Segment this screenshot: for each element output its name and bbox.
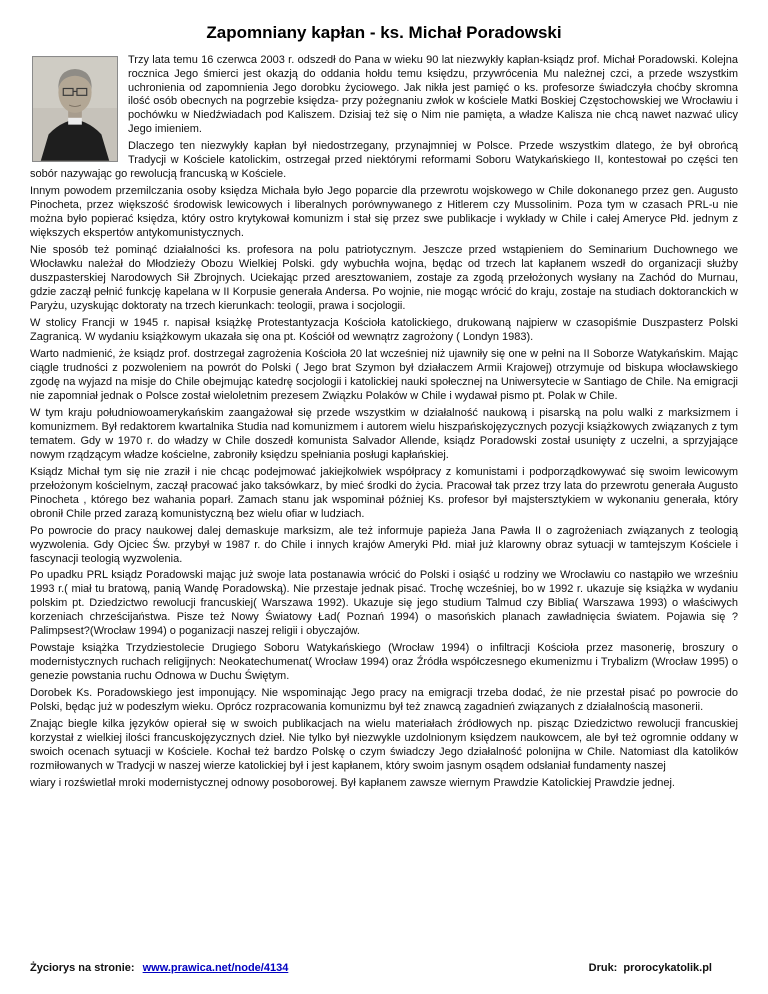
paragraph: W tym kraju południowoamerykańskim zaangażował się przede wszystkim w działalność naukową i pisarską na polu walki z marksizmem i komunizmem. Był redaktorem kwartalnika Studia nad komunizmem i autorem wielu hiszpańskojęzycznych pozycji książkowych związanych z tym tematem. Gdy w 1970 r. do władzy w Chile doszedł komunista Salvador Allende, ksiądz Poradowski został usunięty z uczelni, a sprzyjające nowym rządzącym władze kościelne, zabroniły księdzu spełniania posługi kapłańskiej. <box>30 406 738 461</box>
article-body <box>30 54 738 956</box>
paragraph: Innym powodem przemilczania osoby księdza Michała było Jego poparcie dla przewrotu wojskowego w Chile dokonanego przez gen. Augusto Pinocheta, przez większość środowisk lewicowych i liberalnych porównywanego z Hitlerem czy Mussolinim. Poza tym w czasach PRL-u nie można było popierać księdza, który ostro krytykował komunizm i stał się przez swe publikacje i wykłady w Chile i całej Ameryce Płd. jednym z większych ekspertów antykomunistycznych. <box>30 185 738 240</box>
bio-label: Życiorys na stronie: <box>30 962 135 975</box>
priest-portrait-photo <box>32 56 118 162</box>
paragraph: Trzy lata temu 16 czerwca 2003 r. odszedł do Pana w wieku 90 lat niezwykły kapłan-ksiądz prof. Michał Poradowski. Kolejna rocznica Jego śmierci jest okazją do oddania hołdu temu księdzu, przywrócenia Mu należnej czci, a przede wszystkim uchronienia od zapomnienia Jego dorobku życiowego. Jak nikła jest pamięć o ks. profesorze świadczyła choćby skromna ilość osób obecnych na pogrzebie księdza- przy pożegnaniu zwłok w kościele Matki Boskiej Częstochowskiej we Wrocławiu i pochówku w Niedźwiadach pod Kaliszem. Dzisiaj też się o Nim nie pamięta, a władze Kalisza nie chcą nawet nazwać ulicy Jego imieniem. <box>128 53 738 136</box>
paragraph: W stolicy Francji w 1945 r. napisał książkę Protestantyzacja Kościoła katolickiego, drukowaną najpierw w czasopiśmie Duszpasterz Polski Zagranicą. W wydaniu książkowym ukazała się ona pt. Kościół od wewnątrz zagrożony ( Londyn 1983). <box>30 317 738 343</box>
portrait-photo-graphic <box>33 57 117 161</box>
page-title: Zapomniany kapłan - ks. Michał Poradowski <box>206 23 562 42</box>
paragraph: Dorobek Ks. Poradowskiego jest imponujący. Nie wspominając Jego pracy na emigracji trzeba dodać, że nie przestał pisać po powrocie do Polski, będąc już w podeszłym wieku. Oprócz rozpracowania komunizmu był też znawcą zagadnień związanych z działalnością masonerii. <box>30 687 738 714</box>
paragraph: Warto nadmienić, że ksiądz prof. dostrzegał zagrożenia Kościoła 20 lat wcześniej niż ujawniły się one w pełni na II Soborze Watykańskim. Mając ciągle trudności z pozwoleniem na powrót do Polski ( Jego brat Szymon był działaczem Armii Krajowej) otrzymuje od biskupa włocławskiego zgodę na wyjazd na misje do Chile obejmując katedrę socjologii i katolickiej nauki społecznej na Uniwersytecie w Santiago de Chile. Na emigracji nie zapomniał jednak o Polsce został wieloletnim prezesem Związku Polaków w Chile i wydawał pismo pt. Polak w Chile. <box>30 347 738 402</box>
bio-link[interactable]: www.prawica.net/node/4134 <box>142 962 289 975</box>
paragraph: Ksiądz Michał tym się nie zraził i nie chcąc podejmować jakiejkolwiek współpracy z komunistami i podporządkowywać się swoim lewicowym przełożonym kościelnym, zaczął pracować jako taksówkarz, by mieć środki do życia. Pracował tak przez trzy lata do przewrotu generała Augusto Pinocheta , którego bez wahania poparł. Zamach stanu jak wspominał później Ks. profesor był majstersztykiem w wykonaniu generała, który obronił Chile przed zarazą komunistyczną bez wielu ofiar w ludziach. <box>30 465 738 520</box>
paragraph: Po upadku PRL ksiądz Poradowski mając już swoje lata postanawia wrócić do Polski i osiąść u rodziny we Wrocławiu co nastąpiło we wrześniu 1993 r.( miał tu bratową, panią Wandę Poradowską). Nie przestaje jednak pisać. Trochę wcześniej, bo w 1992 r. ukazuje się książka w wydaniu polskim pt. Dziedzictwo rewolucji francuskiej( Warszawa 1992). Ukazuje się jego studium Talmud czy Biblia( Warszawa 1993) o właściwych korzeniach chrześcijaństwa. Pisze też Nowy Światowy Ład( Poznań 1994) o masońskich planach zawładnięcia światem. Pojawia się ?Palimpsest?(Wrocław 1994) o poganizacji naszej religii i obyczajów. <box>30 569 738 638</box>
print-label: Druk: <box>588 962 618 975</box>
bio-line <box>30 962 288 976</box>
paragraph: wiary i rozświetlał mroki modernistycznej odnowy posoborowej. Był kapłanem zawsze wiernym Prawdzie Katolickiej Prawdzie jednej. <box>30 777 675 790</box>
footer <box>30 956 738 976</box>
paragraph: Nie sposób też pominąć działalności ks. profesora na polu patriotycznym. Jeszcze przed wstąpieniem do Seminarium Duchownego we Włocławku należał do Młodzieży Obozu Wielkiej Polski. gdy wybuchła wojna, będąc od trzech lat kapłanem wszedł do organizacji służby duszpasterskiej Narodowych Sił Zbrojnych. Uciekając przed aresztowaniem, zostaje za zgodą przełożonych wysłany na Zachód do Murnau, gdzie zaczął pełnić funkcję kapelana w II Korpusie generała Andersa. Po wojnie, nie mogąc wrócić do kraju, zostaje na studiach doktoranckich w Paryżu, uzyskując doktoraty na trzech kierunkach: teologii, prawa i socjologii. <box>30 244 738 313</box>
paragraph: Po powrocie do pracy naukowej dalej demaskuje marksizm, ale też informuje papieża Jana Pawła II o zagrożeniach związanych z teologią wyzwolenia. Gdy Ojciec Św. przybył w 1987 r. do Chile i innych krajów Ameryki Płd. miał już klarowny obraz sytuacji w tamtejszym Kościele i fascynacji teologią wyzwolenia. <box>30 524 738 565</box>
print-line <box>589 962 738 976</box>
paragraph: Znając biegle kilka języków opierał się w swoich publikacjach na wielu materiałach źródłowych np. pisząc Dziedzictwo rewolucji francuskiej korzystał z wielkiej ilości francuskojęzycznych dzieł. Nie tylko był niezwykle uzdolnionym księdzem naukowcem, ale był też ogromnie oddany w swoich ocenach sytuacji w Kościele. Kochał też bardzo Polskę o czym świadczy Jego działalność polonijna w Chile. Natomiast dla katolików rozmiłowanych w Tradycji w naszej wierze katolickiej był i jest kapłanem, który swoim jasnym osądem odsłaniał fundamenty naszej <box>30 718 738 773</box>
paragraph: Dlaczego ten niezwykły kapłan był niedostrzegany, przynajmniej w Polsce. Przede wszystkim dlatego, że był obrońcą Tradycji w Kościele katolickim, ostrzegał przed niektórymi reformami Soboru Watykańskiego II, kontestował po części ten sobór nazywając go rewolucją francuską w Kościele. <box>30 140 738 181</box>
print-value: prorocykatolik.pl <box>623 962 712 975</box>
paragraph: Powstaje książka Trzydziestolecie Drugiego Soboru Watykańskiego (Wrocław 1994) o infiltracji Kościoła przez masonerię, broszury o modernistycznych ruchach religijnych: Neokatechumenat( Wrocław 1994) oraz Źródła współczesnego ekumenizmu i Trybalizm (Wrocław 1995) o genezie powstania ruchu Odnowa w Duchu Świętym. <box>30 642 738 683</box>
